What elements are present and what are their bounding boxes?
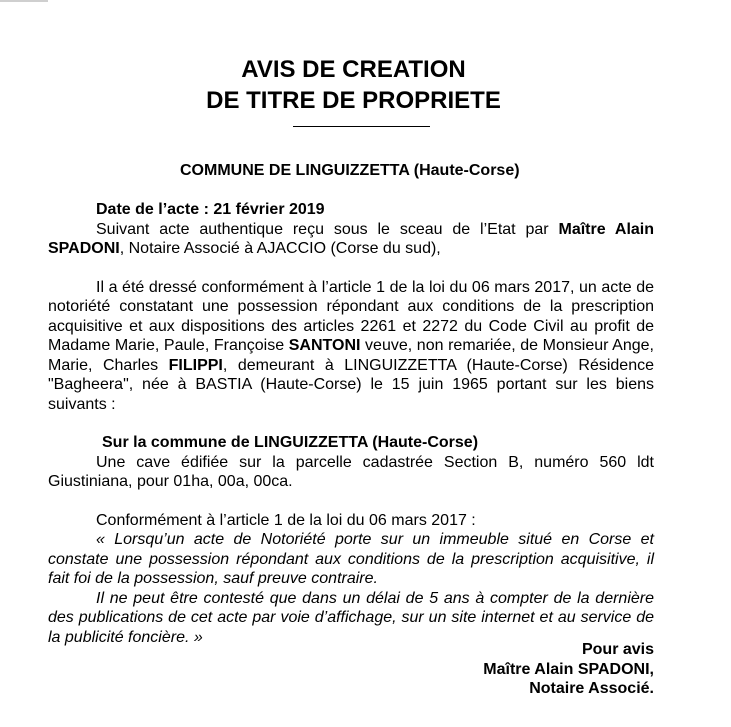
legal-reference: Conformément à l’article 1 de la loi du 06 mars 2017 : (96, 511, 476, 529)
title-line-2: DE TITRE DE PROPRIETE (206, 87, 501, 114)
deed-text: Suivant acte authentique reçu sous le sceau de l’Etat par (96, 220, 559, 238)
notoriety-text-3: , demeurant à LINGUIZZETTA (Haute-Corse) Résidence "Bagheera", née à BASTIA (Haute-Corse) le 15 juin 1965 portant sur les biens suivants : (48, 356, 654, 413)
notary-name: Maître Alain SPADONI (48, 220, 654, 257)
act-date: Date de l’acte : 21 février 2019 (96, 201, 325, 218)
commune-heading: COMMUNE DE LINGUIZZETTA (Haute-Corse) (180, 162, 520, 179)
signature-line-3: Notaire Associé. (529, 680, 654, 697)
notoriety-text-2: veuve, non remariée, de Monsieur Ange, Marie, Charles (48, 337, 654, 374)
signature-line-1: Pour avis (581, 641, 654, 658)
signature-line-2: Maître Alain SPADONI, (483, 660, 654, 678)
property-commune-heading: Sur la commune de LINGUIZZETTA (Haute-Corse) (102, 434, 479, 451)
property-description: Une cave édifiée sur la parcelle cadastrée Section B, numéro 560 ldt Giustiniana, pour 01ha, 00a, 00ca. (48, 453, 654, 490)
title-divider (293, 126, 430, 127)
paragraph-notoriety (48, 278, 654, 415)
spouse-surname: FILIPPI (168, 356, 223, 374)
notoriety-text: Il a été dressé conformément à l’article 1 de la loi du 06 mars 2017, un acte de notoriété constatant une possession répondant aux conditions de la prescription acquisitive et aux dispositions des articles 2261 et 2272 du Code Civil au profit de Madame Marie, Paule, Françoise (48, 278, 654, 354)
paragraph-deed (48, 220, 654, 259)
legal-quote-2: Il ne peut être contesté que dans un délai de 5 ans à compter de la dernière des publications de cet acte par voie d’affichage, sur un site internet et au service de la publicité foncière. » (48, 589, 654, 646)
deed-text-end: , Notaire Associé à AJACCIO (Corse du sud), (119, 240, 441, 257)
legal-quote-1: « Lorsqu’un acte de Notoriété porte sur un immeuble situé en Corse et constate une possession répondant aux conditions de la prescription acquisitive, il fait foi de la possession, sauf preuve contraire. (48, 531, 654, 587)
title-line-1: AVIS DE CREATION (241, 56, 466, 83)
notice-body (48, 200, 654, 647)
signature-block (483, 640, 654, 699)
beneficiary-surname: SANTONI (288, 337, 361, 354)
corner-mark (0, 0, 48, 2)
